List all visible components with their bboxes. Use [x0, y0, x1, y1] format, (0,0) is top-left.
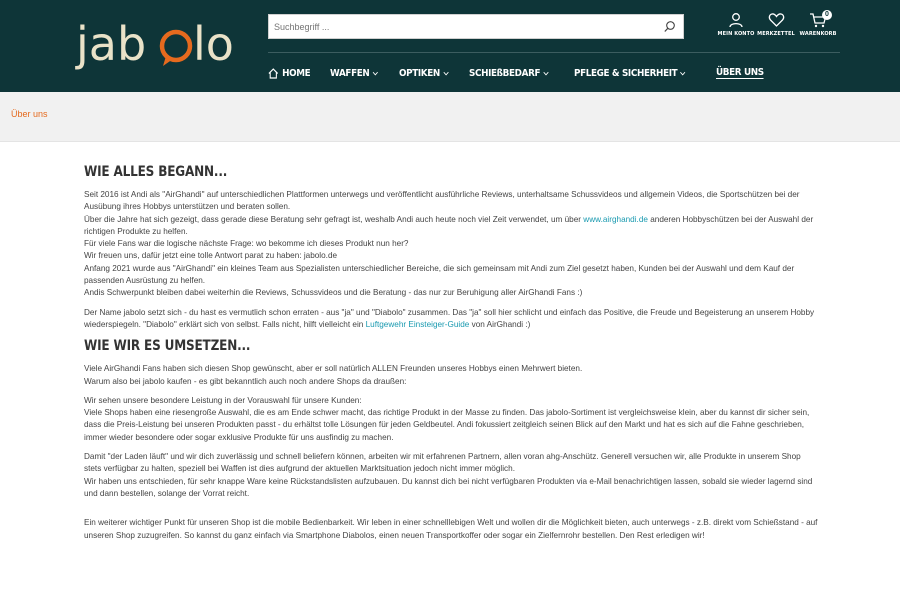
delivery-paragraph	[84, 451, 820, 500]
nav-waffen-label: WAFFEN	[330, 67, 370, 79]
nav-item-optiken[interactable]	[399, 68, 449, 79]
site-header	[0, 0, 900, 92]
nav-pflege-label: PFLEGE & SICHERHEIT	[574, 67, 678, 79]
intro-line: Über die Jahre hat sich gezeigt, dass gerade diese Beratung sehr gefragt ist, weshalb Andi auch heute noch viel Zeit verwendet, um über	[84, 214, 582, 224]
why-line: Warum also bei jabolo kaufen - es gibt bekanntlich auch noch andere Shops da draußen:	[84, 376, 407, 386]
logo-text-right: lo	[193, 17, 234, 71]
preselection-line: Wir sehen unsere besondere Leistung in der Vorauswahl für unsere Kunden:	[84, 395, 362, 405]
nav-item-pflege-sicherheit[interactable]	[574, 68, 686, 79]
section-title-implementation: WIE WIR ES UMSETZEN...	[84, 338, 251, 355]
nav-ueber-uns-label: ÜBER UNS	[715, 67, 764, 78]
main-navigation	[268, 64, 784, 82]
cart-count-badge: 0	[822, 10, 832, 20]
nav-home-label: HOME	[282, 67, 311, 79]
heart-icon	[768, 12, 785, 28]
chevron-down-icon	[543, 70, 549, 77]
intro-paragraph	[84, 189, 820, 300]
header-icons	[716, 12, 840, 46]
airghandi-link[interactable]: www.airghandi.de	[583, 214, 648, 224]
einsteiger-guide-link[interactable]: Luftgewehr Einsteiger-Guide	[365, 319, 470, 329]
search-box	[268, 14, 684, 39]
cart-button[interactable]	[798, 12, 838, 37]
header-divider	[268, 52, 840, 53]
about-content	[84, 164, 820, 549]
nav-item-home[interactable]	[268, 68, 310, 79]
why-line: Viele AirGhandi Fans haben sich diesen Shop gewünscht, aber er soll natürlich ALLEN Freunden unseres Hobbys einen Mehrwert bieten.	[84, 364, 583, 374]
chevron-down-icon	[442, 70, 448, 77]
name-paragraph	[84, 307, 820, 332]
logo-speech-bubble-icon	[158, 28, 194, 68]
intro-line: Für viele Fans war die logische nächste Frage: wo bekomme ich dieses Produkt nun her?	[84, 239, 409, 249]
spacer	[84, 507, 820, 517]
nav-item-ueber-uns[interactable]	[716, 67, 764, 79]
site-logo[interactable]	[76, 10, 246, 82]
intro-line: Anfang 2021 wurde aus "AirGhandi" ein kleines Team aus Spezialisten unterschiedlicher Bereiche, die sich gemeinsam mit Andi zum Ziel gesetzt haben, Kunden bei der Auswahl und dem Kauf der passenden Ausrüstung zu helfen.	[84, 263, 795, 286]
nav-item-schiessbedarf[interactable]	[469, 68, 549, 79]
delivery-line: Damit "der Laden läuft" und wir dich zuverlässig und schnell beliefern können, arbeiten wir mit erfahrenen Partnern, allen voran ahg-Anschütz. Generell versuchen wir, alle Produkte in unserem Shop stets verfügbar zu halten, speziell bei Waffen ist dies aufgrund der aktuellen Marktsituation jedoch nicht immer möglich.	[84, 452, 801, 474]
cart-label: WARENKORB	[799, 31, 837, 37]
nav-schiessbedarf-label: SCHIEßBEDARF	[469, 67, 541, 79]
name-text-end: von AirGhandi :)	[471, 319, 531, 329]
my-account-button[interactable]	[716, 12, 756, 37]
search-icon[interactable]	[663, 20, 677, 34]
chevron-down-icon	[680, 70, 686, 77]
intro-line: Andis Schwerpunkt bleiben dabei weiterhin die Reviews, Schussvideos und die Beratung - das nur zur Beruhigung aller AirGhandi Fans :)	[84, 288, 583, 298]
wishlist-button[interactable]	[756, 12, 796, 37]
name-text: Der Name jabolo setzt sich - du hast es vermutlich schon erraten - aus "ja" und "Diabolo" zusammen. Das "ja" soll hier schlicht und einfach das Positive, die Freude und Begeisterung an unserem Hobby wiederspiegeln. "Diabolo" erklärt sich von selbst. Falls nicht, hilft vielleicht ein	[84, 307, 815, 329]
search-input[interactable]	[269, 15, 649, 38]
wishlist-label: MERKZETTEL	[757, 31, 795, 37]
my-account-label: MEIN KONTO	[717, 31, 755, 37]
intro-line: Seit 2016 ist Andi als "AirGhandi" auf unterschiedlichen Plattformen unterwegs und veröffentlicht ausführliche Reviews, unterhaltsame Schussvideos und allgemein Videos, die Sportschützen bei der Ausübung ihres Hobbys unterstützen und beraten sollen.	[84, 190, 800, 212]
chevron-down-icon	[372, 70, 378, 77]
breadcrumb[interactable]: Über uns	[11, 109, 48, 119]
delivery-line: Wir haben uns entschieden, für sehr knappe Ware keine Rückstandslisten aufzubauen. Du kannst dich bei nicht verfügbaren Produkten via e-Mail benachrichtigen lassen, sobald sie wieder lagernd sind und dann bestellen, solange der Vorrat reicht.	[84, 476, 813, 498]
user-icon	[728, 12, 744, 28]
logo-text-left: jab	[76, 17, 147, 71]
intro-line: Wir freuen uns, dafür jetzt eine tolle Antwort parat zu haben: jabolo.de	[84, 251, 338, 261]
why-paragraph	[84, 363, 820, 388]
nav-item-waffen[interactable]	[330, 68, 378, 79]
preselection-line: Viele Shops haben eine riesengroße Auswahl, die es am Ende schwer macht, das richtige Produkt in der Masse zu finden. Das jabolo-Sortiment ist vergleichsweise klein, aber du kannst dir sicher sein, dass die Preis-Leistung bei unseren Produkten passt - du erhältst tolle Lösungen für jeden Geldbeutel. Andi fokussiert zeitgleich seinen Blick auf den Markt und hat es sich auf die Fahne geschrieben, immer wieder besondere oder sogar exklusive Produkte für uns ausfindig zu machen.	[84, 408, 810, 442]
preselection-paragraph	[84, 395, 820, 444]
breadcrumb-bar	[0, 92, 900, 142]
nav-optiken-label: OPTIKEN	[398, 67, 440, 79]
section-title-beginning: WIE ALLES BEGANN...	[84, 164, 228, 180]
intro-line: anderen Hobbyschützen bei der Auswahl der richtigen Produkte zu helfen.	[84, 214, 814, 236]
mobile-paragraph: Ein weiterer wichtiger Punkt für unseren Shop ist die mobile Bedienbarkeit. Wir leben in einer schnelllebigen Welt und wollen dir die Möglichkeit bieten, auch unterwegs - z.B. direkt vom Schießstand - auf unseren Shop zuzugreifen. So kannst du ganz einfach via Smartphone Diabolos, einen neuen Transportkoffer oder sogar ein Zielfernrohr bestellen. Den Rest erledigen wir!	[84, 518, 818, 540]
home-icon	[268, 68, 279, 79]
